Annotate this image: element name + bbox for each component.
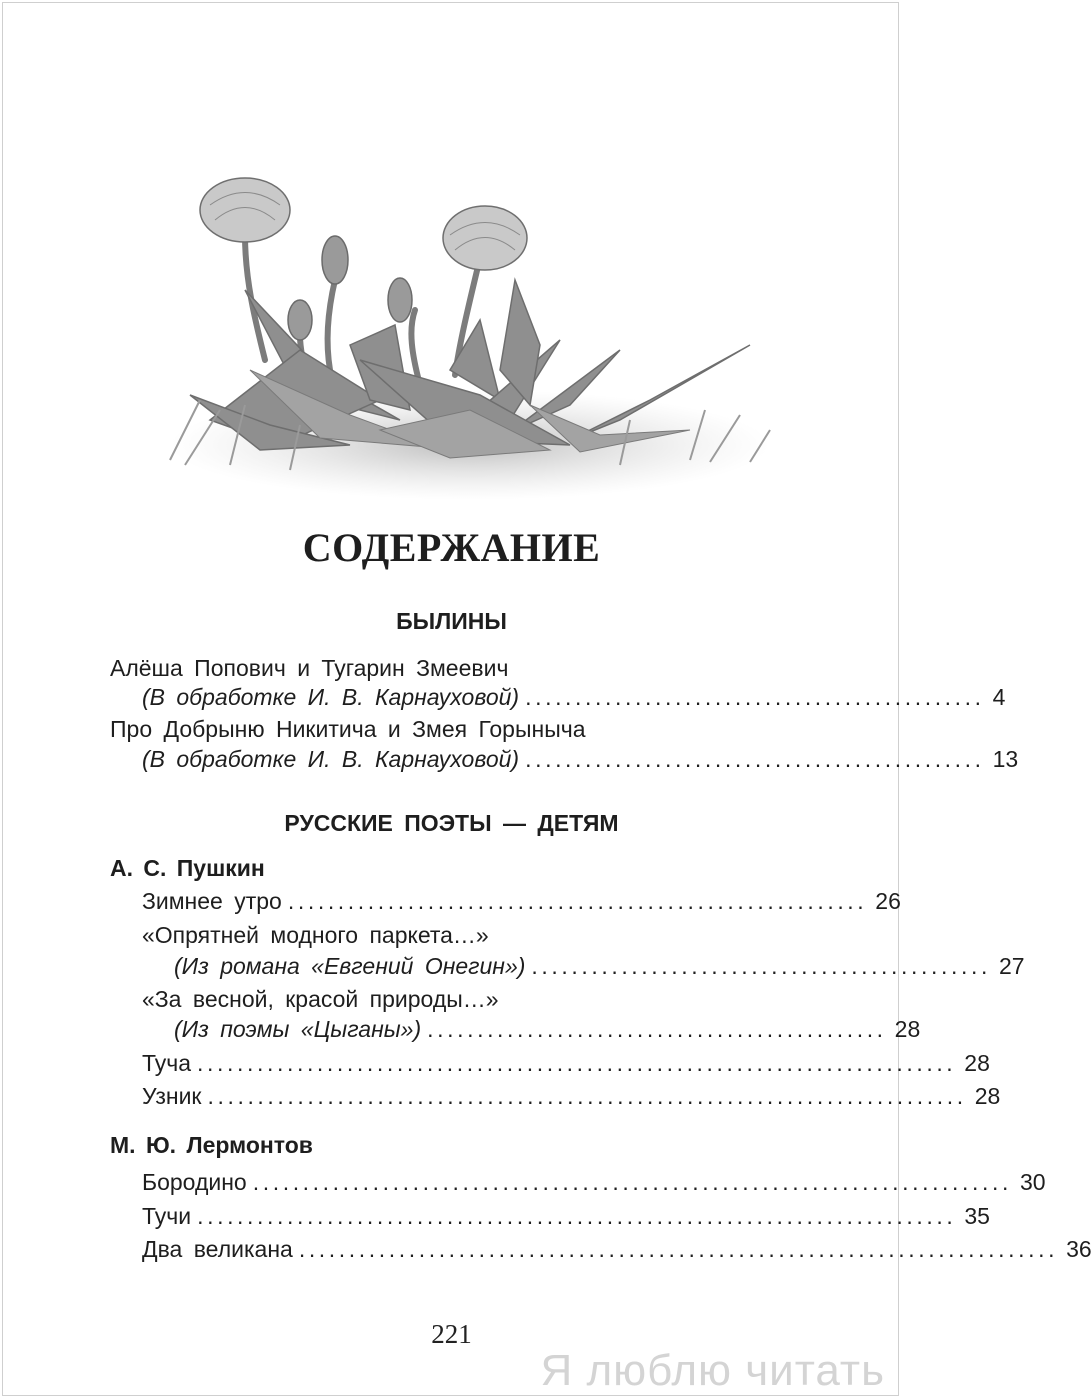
leader-dots: ............................................................................ <box>252 1169 1012 1195</box>
leader-dots: .............................................. <box>525 684 985 710</box>
section-heading-byliny: БЫЛИНЫ <box>396 608 507 634</box>
toc-entry-title: Зимнее утро <box>142 888 282 914</box>
toc-page-number: 35 <box>964 1203 990 1229</box>
leader-dots: ............................................................................ <box>207 1083 967 1109</box>
toc-page-number: 36 <box>1066 1236 1092 1262</box>
toc-entry[interactable] <box>142 888 901 915</box>
toc-entry-note: (В обработке И. В. Карнауховой) <box>142 746 520 772</box>
toc-entry-note: (В обработке И. В. Карнауховой) <box>142 684 520 710</box>
toc-entry[interactable] <box>142 1050 990 1077</box>
watermark: Я люблю читать <box>540 1346 885 1395</box>
toc-page-number: 28 <box>894 1016 921 1042</box>
toc-entry-title: Туча <box>142 1050 192 1076</box>
toc-entry[interactable] <box>142 1203 990 1230</box>
page-number: 221 <box>431 1319 472 1349</box>
section-heading-poets: РУССКИЕ ПОЭТЫ — ДЕТЯМ <box>284 810 619 836</box>
toc-entry-title[interactable]: «Опрятней модного паркета…» <box>142 922 489 948</box>
leader-dots: .............................................. <box>531 953 991 979</box>
toc-page-number: 26 <box>875 888 901 914</box>
toc-entry-note: (Из романа «Евгений Онегин») <box>174 953 526 979</box>
toc-entry-title: Тучи <box>142 1203 192 1229</box>
leader-dots: ............................................................................ <box>298 1236 1059 1262</box>
toc-page-number: 28 <box>964 1050 990 1076</box>
toc-page-number: 30 <box>1019 1169 1046 1195</box>
dandelion-illustration <box>150 170 810 505</box>
toc-entry-note: (Из поэмы «Цыганы») <box>174 1016 422 1042</box>
toc-page-number: 4 <box>992 684 1006 710</box>
toc-page-number: 27 <box>998 953 1025 979</box>
page-title: СОДЕРЖАНИЕ <box>302 525 601 570</box>
leader-dots: ............................................................................ <box>197 1203 957 1229</box>
toc-entry-title: Бородино <box>142 1169 247 1195</box>
toc-entry[interactable] <box>142 1236 1092 1263</box>
toc-entry-title[interactable]: Алёша Попович и Тугарин Змеевич <box>110 655 509 681</box>
toc-entry-title: Два великана <box>142 1236 293 1262</box>
toc-entry[interactable] <box>174 953 1025 980</box>
leader-dots: ............................................................................ <box>197 1050 957 1076</box>
leader-dots: .......................................................... <box>287 888 868 914</box>
leader-dots: .............................................. <box>525 746 985 772</box>
toc-entry-title: Узник <box>142 1083 202 1109</box>
author-name: М. Ю. Лермонтов <box>110 1132 313 1158</box>
toc-entry-title[interactable]: «За весной, красой природы…» <box>142 986 499 1012</box>
toc-page-number: 28 <box>974 1083 1001 1109</box>
toc-entry[interactable] <box>142 1083 1001 1110</box>
toc-entry-title[interactable]: Про Добрыню Никитича и Змея Горыныча <box>110 716 586 742</box>
leader-dots: .............................................. <box>427 1016 887 1042</box>
toc-page-number: 13 <box>992 746 1019 772</box>
toc-entry[interactable] <box>142 1169 1046 1196</box>
toc-entry[interactable] <box>174 1016 921 1043</box>
toc-entry[interactable] <box>142 746 1019 773</box>
author-name: А. С. Пушкин <box>110 855 265 881</box>
toc-entry[interactable] <box>142 684 1006 711</box>
